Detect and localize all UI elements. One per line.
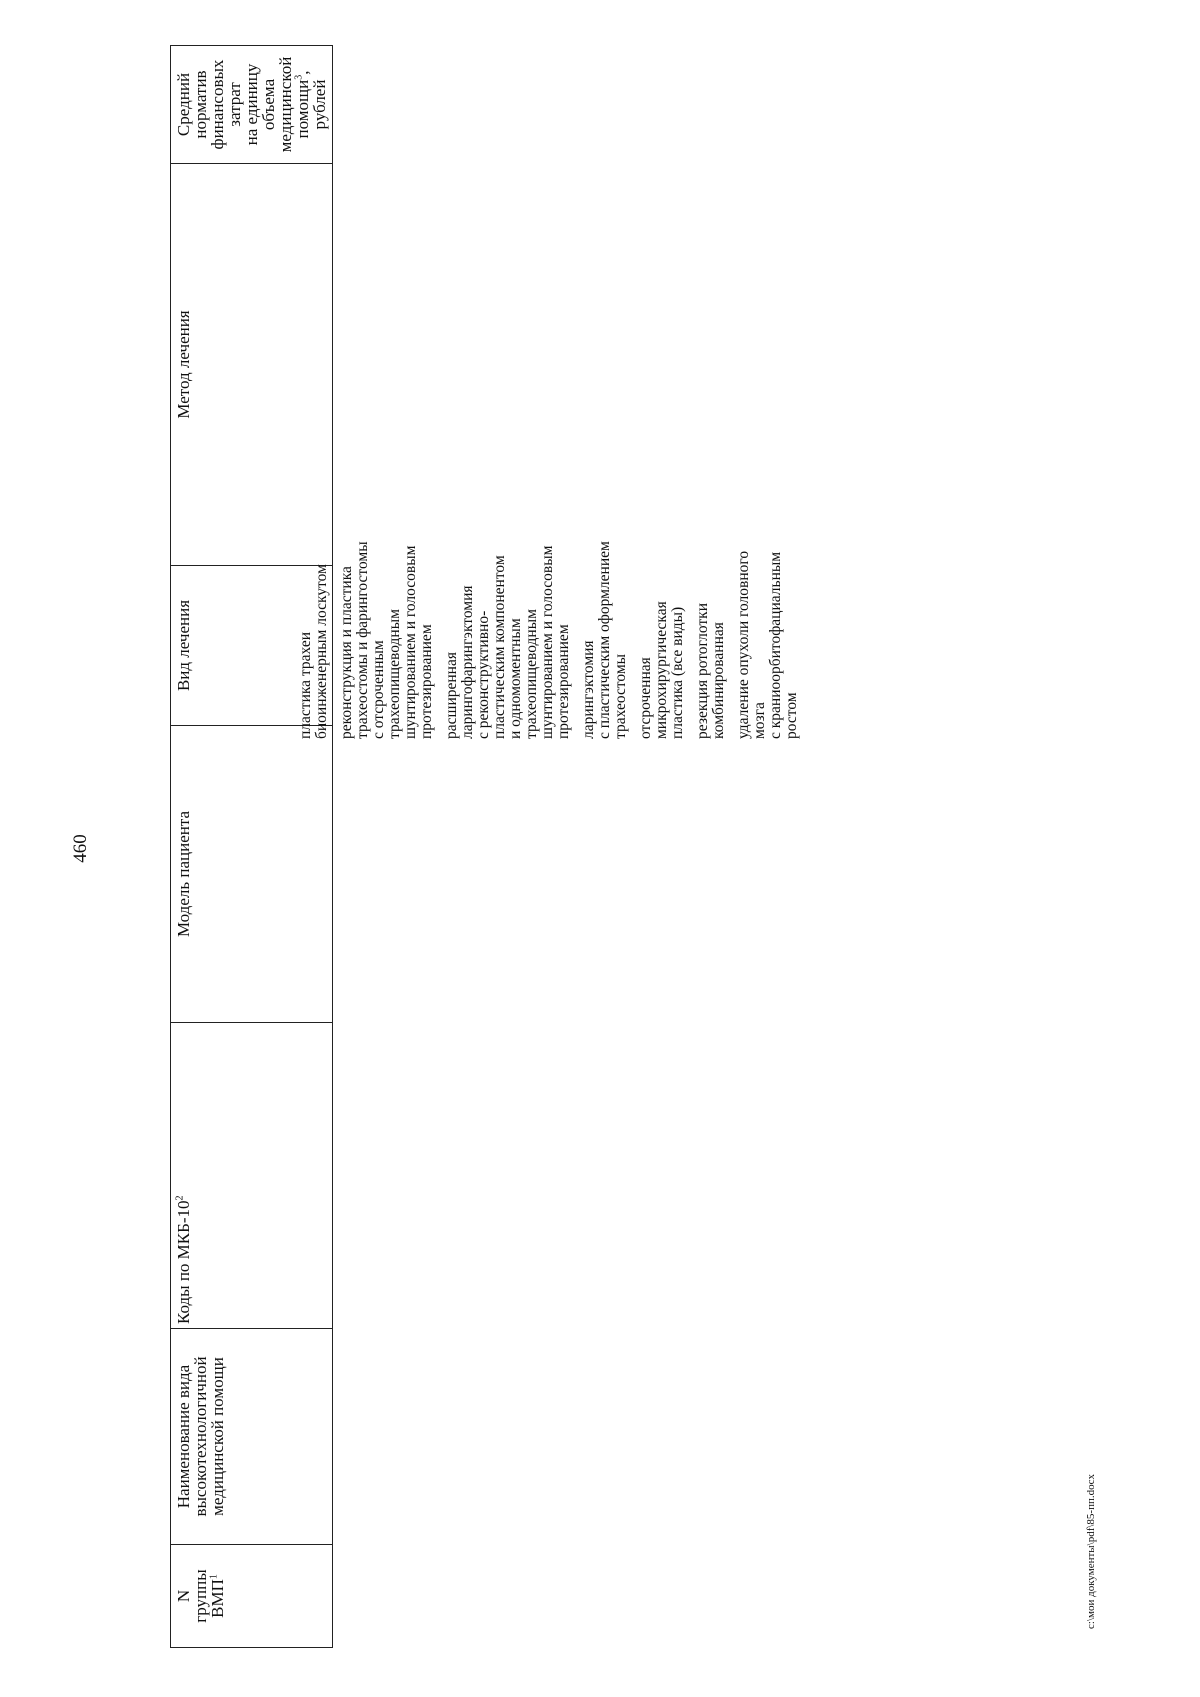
method-line: протезированием [555, 624, 572, 739]
method-line: трахеопищеводным [523, 609, 540, 739]
method-item [695, 279, 727, 739]
method-line: трахеостомы и фарингостомы [354, 541, 371, 739]
method-line: мозга [751, 702, 768, 739]
page-number: 460 [70, 834, 91, 863]
header-patient-model-text: Модель пациента [174, 810, 193, 938]
method-line: ростом [783, 692, 800, 739]
method-line: трахеостомы [612, 653, 629, 739]
footnote-mark-3: 3 [293, 74, 305, 80]
header-group-number-line2: группы [191, 1569, 210, 1623]
header-group-number-line1: N [174, 1589, 193, 1603]
method-line: пластическим компонентом [491, 555, 508, 739]
method-item [638, 279, 686, 739]
header-name-line3: медицинской помощи [208, 1357, 227, 1516]
method-line: с пластическим оформлением [596, 541, 613, 739]
method-line: шунтированием и голосовым [402, 545, 419, 739]
method-line: резекция ротоглотки [694, 602, 711, 739]
header-mkb-codes [171, 1023, 333, 1329]
method-line: шунтированием и голосовым [539, 545, 556, 739]
footer-file-path: c:\мои документы\pdf\85-пп.docx [1085, 1473, 1097, 1629]
header-name-line2: высокотехнологичной [191, 1356, 210, 1517]
header-cost-norm-line2: финансовых затрат [208, 59, 244, 150]
header-group-number [171, 1545, 333, 1648]
header-name [171, 1329, 333, 1545]
method-line: удаление опухоли головного [735, 550, 752, 739]
method-line: пластика (все виды) [669, 606, 686, 739]
header-name-line1: Наименование вида [174, 1364, 193, 1509]
header-cost-norm-line3: на единицу объема [242, 63, 278, 146]
method-item [298, 279, 330, 739]
footnote-mark-1: 1 [208, 1574, 220, 1580]
method-line: с отсроченным [370, 640, 387, 739]
method-line: и одномоментным [507, 618, 524, 739]
header-cost-norm-line1: Средний норматив [174, 70, 210, 139]
method-line: пластика трахеи [297, 631, 314, 739]
method-line: биоинженерным лоскутом [313, 564, 330, 739]
header-mkb-codes-text: Коды по МКБ-10 [174, 1200, 193, 1324]
method-line: ларингофарингэктомия [459, 585, 476, 739]
method-line: комбинированная [710, 622, 727, 739]
header-patient-model [171, 726, 333, 1023]
header-group-number-line3: ВМП [208, 1579, 227, 1618]
header-cost-norm [171, 46, 333, 164]
header-treatment-type-text: Вид лечения [174, 599, 193, 692]
method-line: ларингэктомия [580, 640, 597, 739]
method-line: протезированием [418, 624, 435, 739]
method-line: отсроченная [637, 657, 654, 739]
method-item [444, 279, 572, 739]
header-cost-norm-line4: медицинской [276, 56, 295, 153]
method-line: реконструкция и пластика [338, 566, 355, 739]
footnote-mark-2: 2 [174, 1195, 186, 1201]
method-line: с реконструктивно- [475, 610, 492, 739]
header-cost-norm-suffix: , рублей [293, 70, 329, 130]
header-treatment-method-text: Метод лечения [174, 310, 193, 419]
method-line: трахеопищеводным [386, 609, 403, 739]
method-line: расширенная [443, 652, 460, 739]
method-line: с краниоорбитофациальным [767, 551, 784, 739]
method-line: микрохирургическая [653, 601, 670, 739]
header-cost-norm-line5: помощи [293, 79, 312, 139]
method-item [736, 279, 800, 739]
treatment-method-list [298, 279, 809, 739]
method-item [581, 279, 629, 739]
method-item [339, 279, 435, 739]
